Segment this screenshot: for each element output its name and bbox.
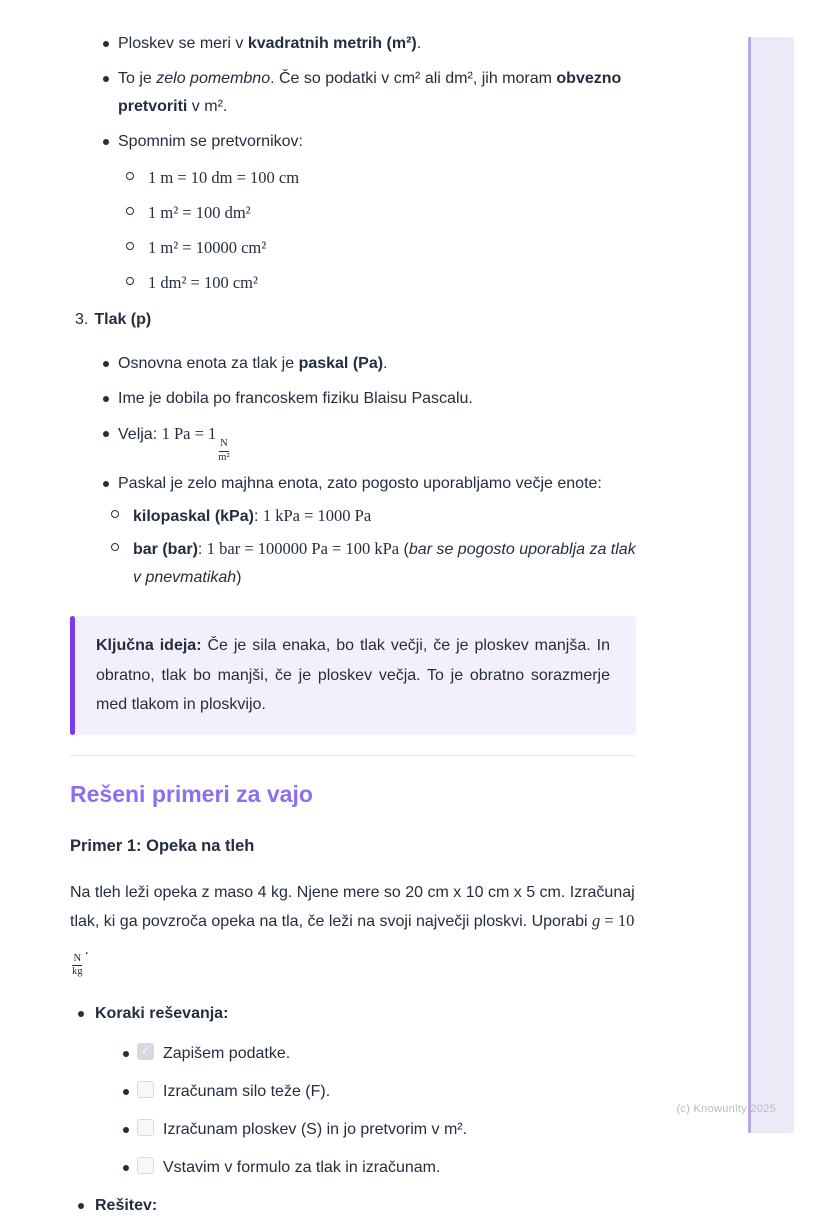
list-item-resitev <box>70 1192 636 1220</box>
callout-accent-bar <box>70 616 75 735</box>
tlak-bullet-list <box>70 350 636 592</box>
list-item: Osnovna enota za tlak je paskal (Pa). <box>70 350 636 378</box>
intro-bullet-list <box>70 30 636 298</box>
formula-item: 1 m² = 100 dm² <box>118 199 636 228</box>
formula-item: 1 dm² = 100 cm² <box>118 269 636 298</box>
conversion-list <box>118 164 636 298</box>
list-item: Ploskev se meri v kvadratnih metrih (m²). <box>70 30 636 58</box>
list-item: To je zelo pomembno. Če so podatki v cm² ali dm², jih moram obvezno pretvoriti v m². <box>70 65 636 121</box>
unit-item: kilopaskal (kPa): 1 kPa = 1000 Pa <box>103 502 636 531</box>
primer1-outline-list <box>70 1000 636 1220</box>
key-idea-callout <box>70 616 636 735</box>
list-item: Ime je dobila po francoskem fiziku Blaisu Pascalu. <box>70 385 636 413</box>
checklist-item-text: Zapišem podatke. <box>163 1044 291 1062</box>
section-title: Tlak (p) <box>94 311 152 328</box>
checklist-item-text: Vstavim v formulo za tlak in izračunam. <box>163 1158 441 1176</box>
document-content <box>70 30 636 1227</box>
checklist-item <box>95 1040 636 1068</box>
list-item <box>70 470 636 592</box>
section-number: 3. <box>75 311 89 328</box>
checklist-item-text: Izračunam silo teže (F). <box>163 1082 331 1100</box>
section-heading-tlak <box>75 306 636 334</box>
checklist-item-text: Izračunam ploskev (S) in jo pretvorim v m². <box>163 1120 468 1138</box>
resitev-label: Rešitev: <box>95 1196 158 1214</box>
scrollbar[interactable] <box>748 37 794 1133</box>
examples-heading: Rešeni primeri za vajo <box>70 780 313 807</box>
section-divider <box>70 755 636 756</box>
checklist-item <box>95 1154 636 1182</box>
checklist-item <box>95 1078 636 1106</box>
checkbox-icon[interactable] <box>137 1081 154 1098</box>
primer1-paragraph: Na tleh leži opeka z maso 4 kg. Njene mere so 20 cm x 10 cm x 5 cm. Izračunaj tlak, ki ga povzroča opeka na tla, če leži na svoji največji ploskvi. Uporabi g = 10 $\frac{N}{kg}$ . <box>70 883 635 978</box>
list-item-koraki <box>70 1000 636 1182</box>
primer1-title: Primer 1: Opeka na tleh <box>70 836 255 855</box>
list-item <box>70 128 636 298</box>
list-item: Velja: 1 Pa = 1 $\frac{N}{\text{m²}}$ <box>70 420 636 463</box>
checkbox-icon[interactable] <box>137 1043 154 1060</box>
callout-text: Ključna ideja: Če je sila enaka, bo tlak večji, če je ploskev manjša. In obratno, tlak bo manjši, če je ploskev večja. To je obratno sorazmerje med tlakom in ploskvijo. <box>96 637 610 714</box>
checklist-item <box>95 1116 636 1144</box>
formula-item: 1 m² = 10000 cm² <box>118 234 636 263</box>
steps-checklist <box>95 1040 636 1182</box>
checkbox-icon[interactable] <box>137 1119 154 1136</box>
unit-item: bar (bar): 1 bar = 100000 Pa = 100 kPa (bar se pogosto uporablja za tlak v pnevmatikah) <box>103 535 636 592</box>
unit-list <box>103 502 636 592</box>
list-item-text: Spomnim se pretvornikov: <box>118 133 303 150</box>
list-item-text: Paskal je zelo majhna enota, zato pogosto uporabljamo večje enote: <box>118 475 602 492</box>
formula-item: 1 m = 10 dm = 100 cm <box>118 164 636 193</box>
koraki-label: Koraki reševanja: <box>95 1004 229 1022</box>
watermark: (c) Knowunity 2025 <box>676 1103 776 1115</box>
